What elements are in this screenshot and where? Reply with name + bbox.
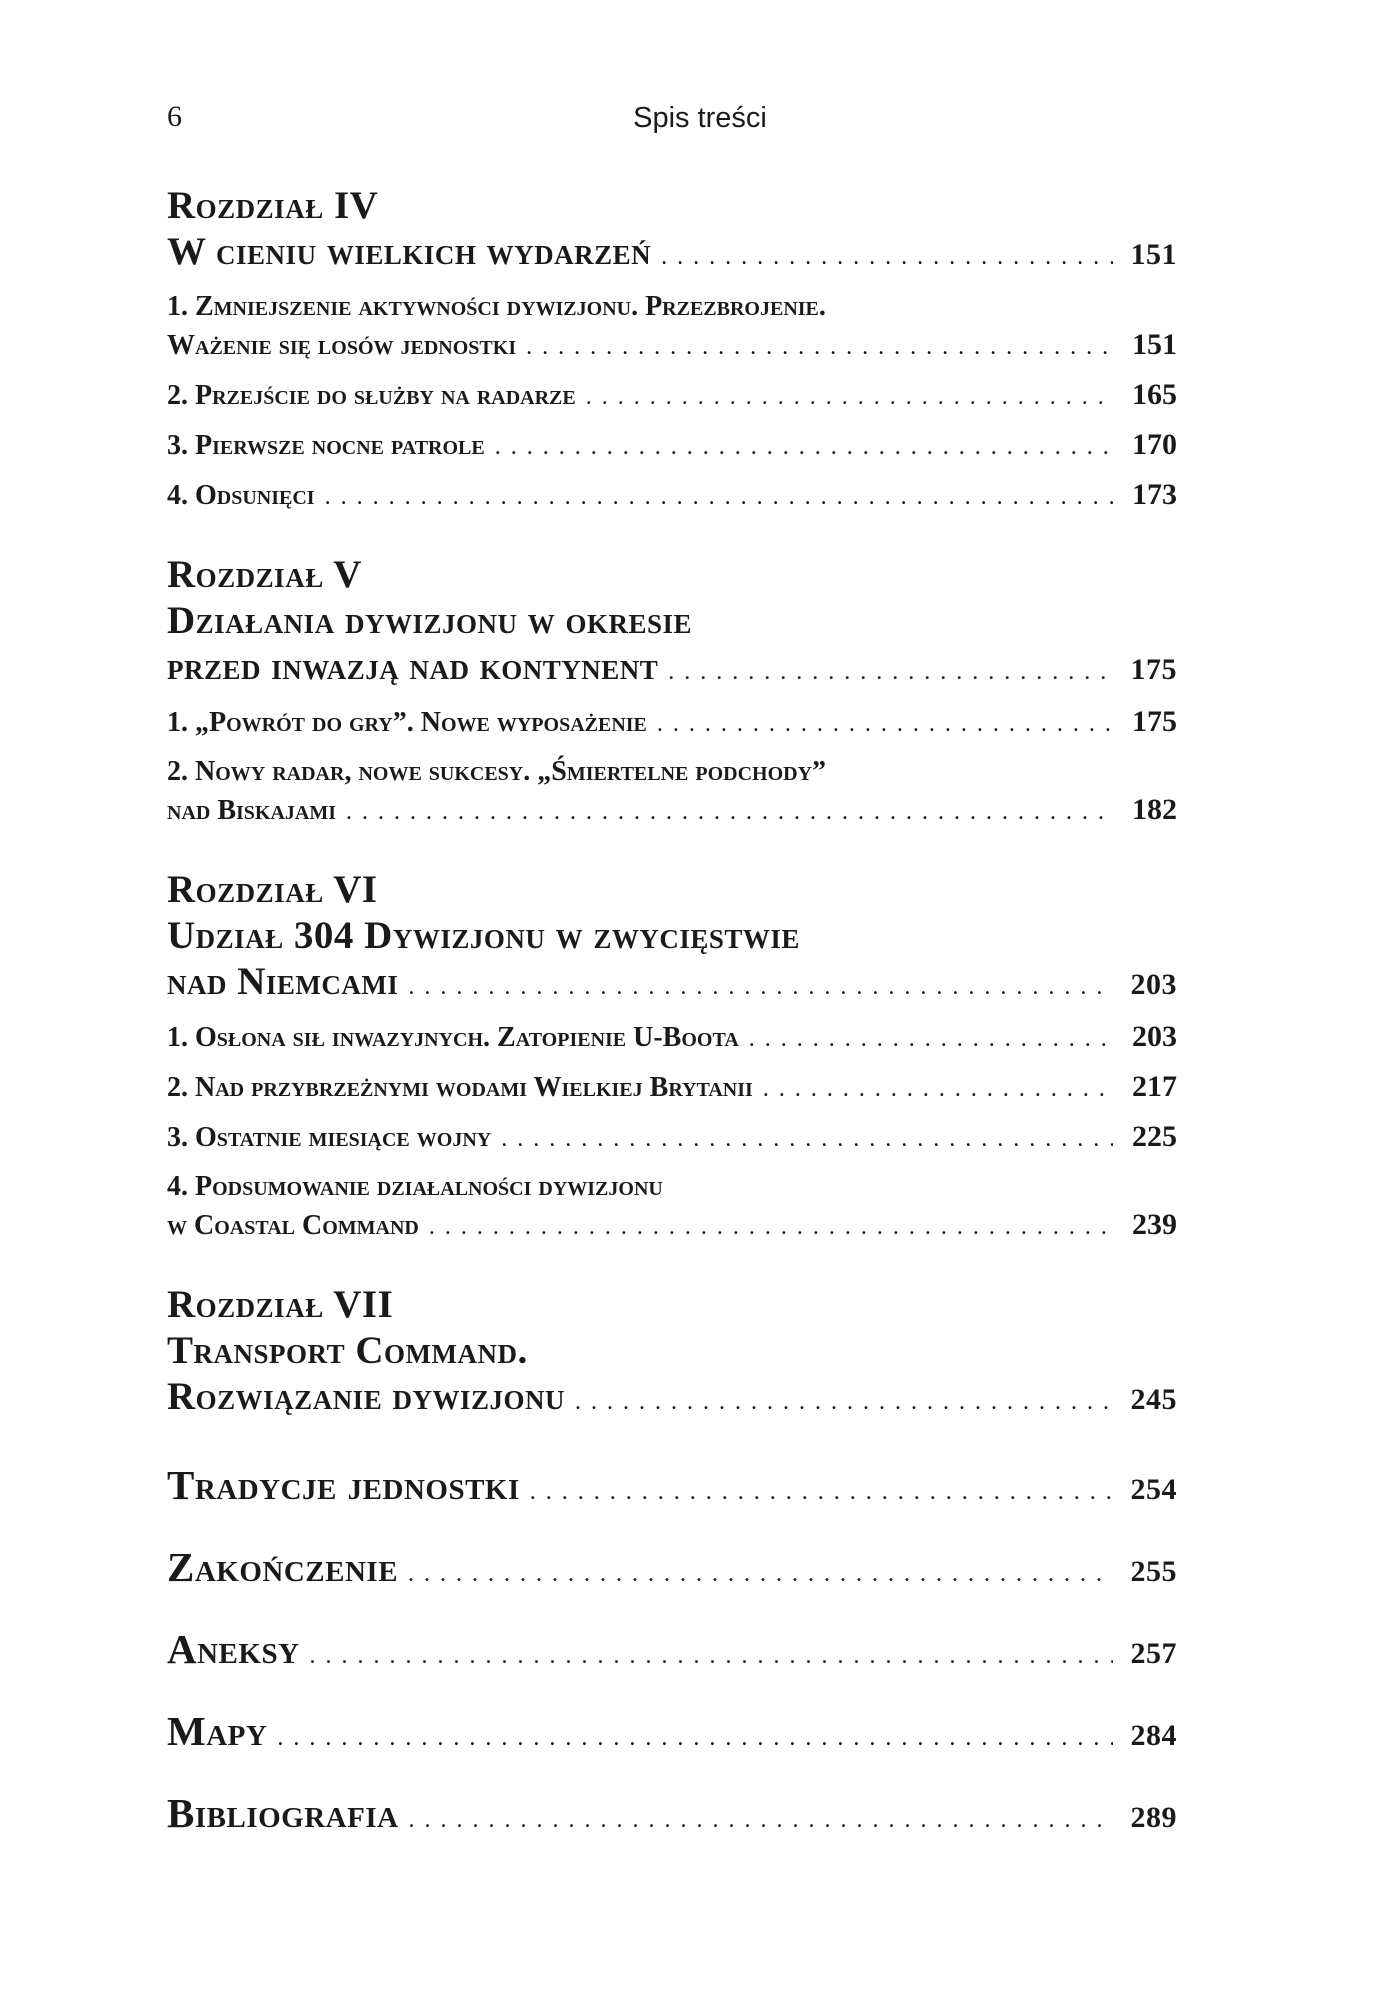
running-head: Spis treści	[633, 102, 767, 134]
section-page-number: 225	[1132, 1120, 1177, 1153]
dot-leader	[668, 649, 1113, 695]
section-title: 1. „Powrót do gry”. Nowe wyposażenie	[167, 707, 647, 738]
chapter-row	[167, 229, 1177, 280]
section-entry	[167, 1018, 1177, 1058]
back-matter-title: Aneksy	[167, 1626, 300, 1672]
section-title: 3. Ostatnie miesiące wojny	[167, 1122, 492, 1153]
chapter-label: Rozdział VII	[167, 1283, 394, 1326]
chapter-row	[167, 959, 1177, 1010]
section-title: Ważenie się losów jednostki	[167, 330, 517, 361]
section-entry	[167, 426, 1177, 466]
chapter-title: nad Niemcami	[167, 960, 399, 1003]
section-page-number: 239	[1132, 1208, 1177, 1241]
section-entry	[167, 703, 1177, 743]
section-row	[167, 1018, 1177, 1058]
section-entry	[167, 376, 1177, 416]
back-matter-title: Bibliografia	[167, 1790, 399, 1836]
dot-leader	[325, 478, 1113, 516]
section-page-number: 165	[1132, 378, 1177, 411]
back-matter-row	[167, 1543, 1177, 1598]
chapter-title-line: Działania dywizjonu w okresie	[167, 599, 692, 642]
chapter-entry	[167, 552, 1177, 831]
chapter-row	[167, 1374, 1177, 1425]
section-title-line: 4. Podsumowanie działalności dywizjonu	[167, 1171, 663, 1202]
back-matter-page-number: 254	[1130, 1473, 1177, 1506]
chapter-page-number: 151	[1130, 238, 1177, 271]
section-row	[167, 1206, 1177, 1246]
back-matter-title: Zakończenie	[167, 1544, 399, 1590]
back-matter-entry	[167, 1543, 1177, 1598]
section-title: 1. Osłona sił inwazyjnych. Zatopienie U-Boota	[167, 1022, 739, 1053]
dot-leader	[749, 1020, 1113, 1058]
chapter-page-number: 203	[1130, 968, 1177, 1001]
chapter-label: Rozdział VI	[167, 868, 378, 911]
section-page-number: 217	[1132, 1070, 1177, 1103]
section-entry	[167, 476, 1177, 516]
chapter-label: Rozdział V	[167, 553, 362, 596]
section-row	[167, 791, 1177, 831]
dot-leader	[346, 793, 1113, 831]
section-list	[167, 1018, 1177, 1246]
chapter-entry	[167, 867, 1177, 1246]
dot-leader	[575, 1379, 1113, 1425]
section-entry	[167, 753, 1177, 831]
page-number: 6	[167, 100, 182, 133]
section-title: 3. Pierwsze nocne patrole	[167, 430, 485, 461]
back-matter-page-number: 284	[1130, 1719, 1177, 1752]
back-matter-title: Mapy	[167, 1708, 268, 1754]
back-matter-entry	[167, 1461, 1177, 1516]
dot-leader	[310, 1632, 1113, 1680]
back-matter-page-number: 255	[1130, 1555, 1177, 1588]
chapter-title: przed inwazją nad kontynent	[167, 645, 659, 688]
section-title: nad Biskajami	[167, 795, 337, 826]
chapter-page-number: 245	[1130, 1383, 1177, 1416]
table-of-contents	[167, 183, 1177, 1871]
dot-leader	[277, 1714, 1113, 1762]
section-title-line: 2. Nowy radar, nowe sukcesy. „Śmiertelne podchody”	[167, 756, 827, 787]
section-page-number: 203	[1132, 1020, 1177, 1053]
back-matter-page-number: 289	[1130, 1801, 1177, 1834]
section-row	[167, 426, 1177, 466]
chapter-entry	[167, 183, 1177, 516]
back-matter-title: Tradycje jednostki	[167, 1462, 520, 1508]
back-matter-row	[167, 1707, 1177, 1762]
section-page-number: 175	[1132, 705, 1177, 738]
dot-leader	[586, 378, 1113, 416]
chapter-title-line: Transport Command.	[167, 1329, 528, 1372]
back-matter-page-number: 257	[1130, 1637, 1177, 1670]
dot-leader	[501, 1120, 1113, 1158]
back-matter-row	[167, 1625, 1177, 1680]
dot-leader	[763, 1070, 1113, 1108]
chapter-title: W cieniu wielkich wydarzeń	[167, 230, 652, 273]
section-row	[167, 326, 1177, 366]
section-row	[167, 376, 1177, 416]
dot-leader	[657, 705, 1113, 743]
section-title: 2. Nad przybrzeżnymi wodami Wielkiej Brytanii	[167, 1072, 753, 1103]
chapter-entry	[167, 1282, 1177, 1425]
chapter-label: Rozdział IV	[167, 184, 379, 227]
dot-leader	[408, 964, 1113, 1010]
dot-leader	[530, 1468, 1113, 1516]
dot-leader	[429, 1208, 1113, 1246]
section-row	[167, 1118, 1177, 1158]
section-page-number: 182	[1132, 793, 1177, 826]
section-entry	[167, 1118, 1177, 1158]
section-page-number: 170	[1132, 428, 1177, 461]
section-row	[167, 1068, 1177, 1108]
dot-leader	[409, 1796, 1113, 1844]
section-title: 4. Odsunięci	[167, 480, 315, 511]
section-page-number: 151	[1132, 328, 1177, 361]
dot-leader	[526, 328, 1113, 366]
section-list	[167, 703, 1177, 831]
section-list	[167, 288, 1177, 516]
dot-leader	[408, 1550, 1113, 1598]
back-matter-entry	[167, 1625, 1177, 1680]
chapter-title: Rozwiązanie dywizjonu	[167, 1375, 565, 1418]
section-title: 2. Przejście do służby na radarze	[167, 380, 576, 411]
section-title-line: 1. Zmniejszenie aktywności dywizjonu. Przezbrojenie.	[167, 291, 826, 322]
section-title: w Coastal Command	[167, 1210, 419, 1241]
section-row	[167, 703, 1177, 743]
chapter-row	[167, 644, 1177, 695]
section-entry	[167, 1168, 1177, 1246]
section-row	[167, 476, 1177, 516]
section-entry	[167, 1068, 1177, 1108]
dot-leader	[495, 428, 1113, 466]
back-matter-row	[167, 1789, 1177, 1844]
chapter-page-number: 175	[1130, 653, 1177, 686]
back-matter-row	[167, 1461, 1177, 1516]
back-matter-entry	[167, 1707, 1177, 1762]
back-matter-entry	[167, 1789, 1177, 1844]
section-entry	[167, 288, 1177, 366]
section-page-number: 173	[1132, 478, 1177, 511]
dot-leader	[661, 234, 1113, 280]
chapter-title-line: Udział 304 Dywizjonu w zwycięstwie	[167, 914, 800, 957]
